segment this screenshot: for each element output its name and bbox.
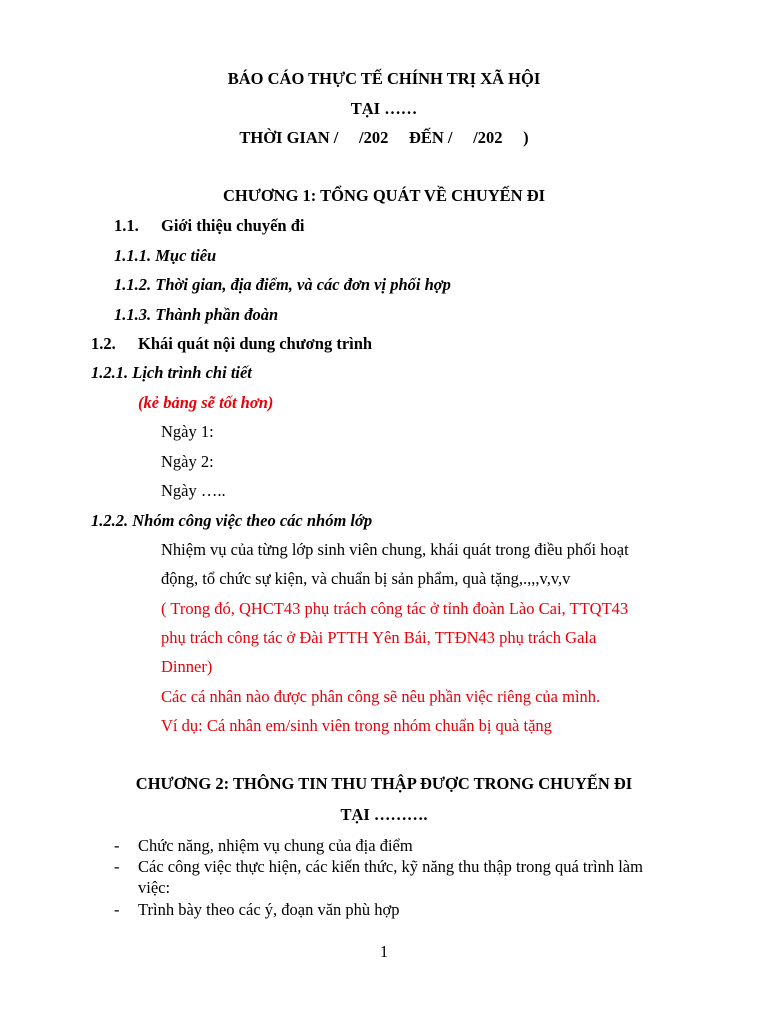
note-line: Các cá nhân nào được phân công sẽ nêu phần việc riêng của mình. <box>161 687 601 706</box>
section-number: 1.1.3. <box>114 305 152 324</box>
section-1-1-1 <box>114 246 216 266</box>
section-1-2-2 <box>91 511 372 531</box>
section-number: 1.1.1. <box>114 246 152 265</box>
bullet-text: Các công việc thực hiện, các kiến thức, kỹ năng thu thập trong quá trình làm <box>138 857 643 876</box>
chapter-1-title: CHƯƠNG 1: TỔNG QUÁT VỀ CHUYẾN ĐI <box>222 186 546 205</box>
bullet-text: Chức năng, nhiệm vụ chung của địa điểm <box>138 836 413 855</box>
bullet-item <box>0 836 768 856</box>
report-time: THỜI GIAN / /202 ĐẾN / /202 ) <box>239 128 529 147</box>
table-hint-note: (kẻ bảng sẽ tốt hơn) <box>138 393 274 412</box>
bullet-text: Trình bày theo các ý, đoạn văn phù hợp <box>138 900 400 919</box>
task-description-line: động, tổ chức sự kiện, và chuẩn bị sản phẩm, quà tặng,.,,,v,v,v <box>161 569 571 588</box>
bullet-continuation: việc: <box>138 878 171 897</box>
section-label: Lịch trình chi tiết <box>132 363 252 382</box>
section-1-2-1 <box>91 363 252 383</box>
page-number: 1 <box>379 942 389 961</box>
day-item: Ngày ….. <box>161 481 226 500</box>
note-line: phụ trách công tác ở Đài PTTH Yên Bái, TTĐN43 phụ trách Gala <box>161 628 597 647</box>
day-item: Ngày 2: <box>161 452 214 471</box>
report-title: BÁO CÁO THỰC TẾ CHÍNH TRỊ XÃ HỘI <box>227 69 541 88</box>
section-label: Nhóm công việc theo các nhóm lớp <box>132 511 373 530</box>
section-label: Thành phần đoàn <box>155 305 279 324</box>
section-number: 1.1.2. <box>114 275 152 294</box>
chapter-2-location: TẠI ………. <box>340 805 428 824</box>
section-number: 1.2.1. <box>91 363 129 382</box>
section-1-2 <box>91 334 372 354</box>
section-1-1-2 <box>114 275 451 295</box>
bullet-item <box>0 900 768 920</box>
bullet-item <box>0 857 768 877</box>
section-label: Thời gian, địa điểm, và các đơn vị phối hợp <box>155 275 451 294</box>
note-line: Ví dụ: Cá nhân em/sinh viên trong nhóm chuẩn bị quà tặng <box>161 716 552 735</box>
section-label: Giới thiệu chuyến đi <box>161 216 305 235</box>
task-description-line: Nhiệm vụ của từng lớp sinh viên chung, khái quát trong điều phối hoạt <box>161 540 629 559</box>
section-number: 1.2.2. <box>91 511 129 530</box>
note-line: Dinner) <box>161 657 213 676</box>
report-location: TẠI …… <box>350 99 418 118</box>
section-label: Khái quát nội dung chương trình <box>138 334 373 353</box>
section-number: 1.1. <box>114 216 139 235</box>
section-1-1 <box>114 216 304 236</box>
chapter-2-title: CHƯƠNG 2: THÔNG TIN THU THẬP ĐƯỢC TRONG CHUYẾN ĐI <box>135 774 633 793</box>
bullet-dash: - <box>114 857 120 876</box>
section-1-1-3 <box>114 305 278 325</box>
section-number: 1.2. <box>91 334 116 353</box>
bullet-dash: - <box>114 836 120 855</box>
section-label: Mục tiêu <box>155 246 217 265</box>
bullet-dash: - <box>114 900 120 919</box>
note-line: ( Trong đó, QHCT43 phụ trách công tác ở tỉnh đoàn Lào Cai, TTQT43 <box>161 599 629 618</box>
day-item: Ngày 1: <box>161 422 214 441</box>
